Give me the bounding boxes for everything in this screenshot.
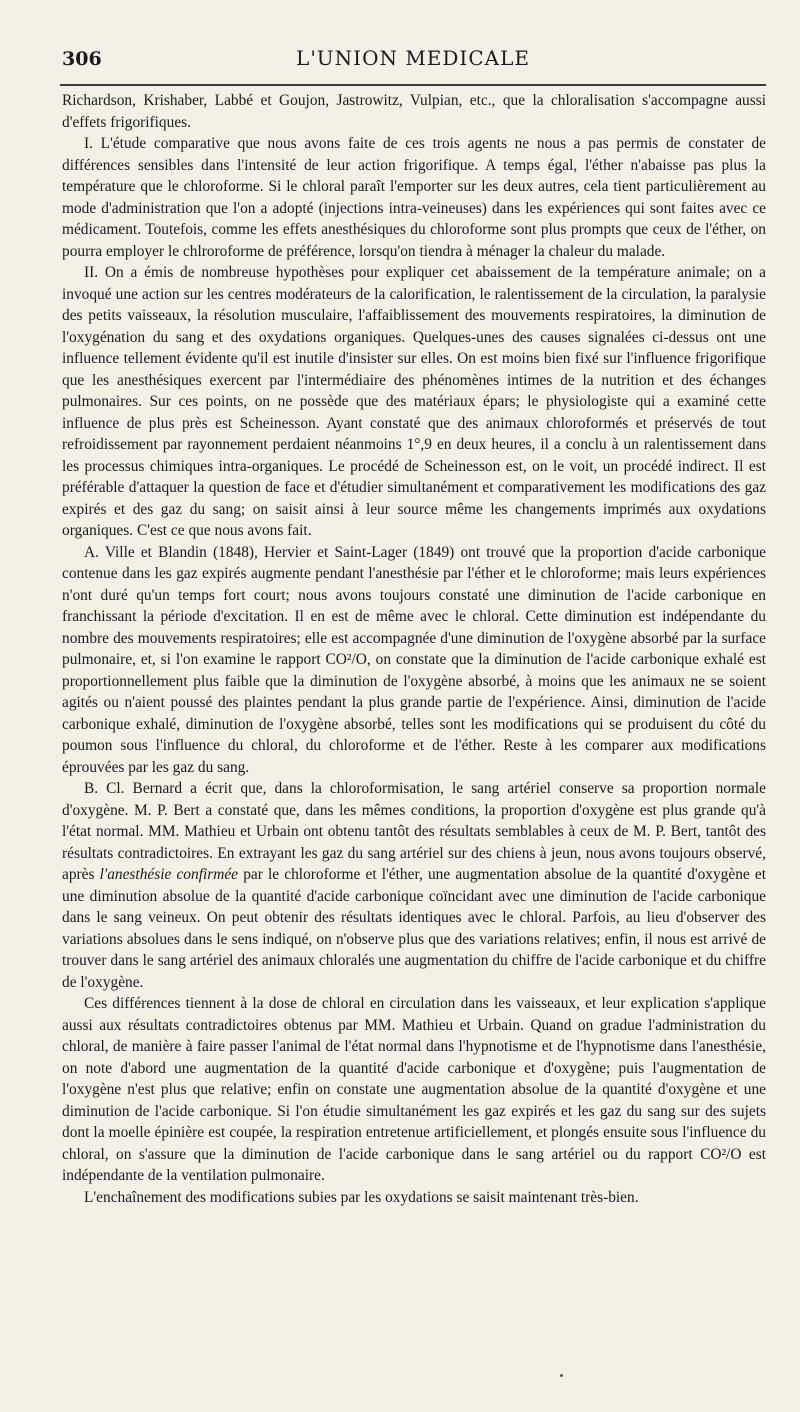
- text-run: Ces différences tiennent à la dose de chloral en circulation dans les vaisseaux, et leur explication s'applique aussi aux résultats contradictoires obtenus par MM. Mathieu et Urbain. Quand on gradue l'administration du chloral, de manière à faire passer l'animal de l'état normal dans l'hypnotisme et de l'hypnotisme dans l'anesthésie, on note d'abord une augmentation de la quantité d'acide carbonique et d'oxygène; puis l'augmentation de l'oxygène n'est plus que relative; enfin on constate une augmentation absolue de la quantité d'oxygène et une diminution de l'acide carbonique. Si l'on étudie simultanément les gaz expirés et les gaz du sang sur des sujets dont la moelle épinière est coupée, la respiration entretenue artificiellement, et plongés ensuite sous l'influence du chloral, on s'assure que la diminution de l'acide carbonique dans le sang artériel ou du rapport CO²/O est indépendante de la ventilation pulmonaire.: [62, 995, 766, 1184]
- paragraph: [62, 262, 766, 542]
- paragraph: [62, 778, 766, 993]
- paragraph: [62, 1187, 766, 1209]
- text-run: A. Ville et Blandin (1848), Hervier et Saint-Lager (1849) ont trouvé que la proportion d'acide carbonique contenue dans les gaz expirés augmente pendant l'anesthésie par l'éther et le chloroforme; mais leurs expériences n'ont duré qu'un temps fort court; nous avons toujours constaté une diminution de l'acide carbonique en franchissant la période d'excitation. Il en est de même avec le chloral. Cette diminution est indépendante du nombre des mouvements respiratoires; elle est accompagnée d'une diminution de l'oxygène absorbé par la surface pulmonaire, et, si l'on examine le rapport CO²/O, on constate que la diminution de l'acide carbonique exhalé est proportionnellement plus faible que la diminution de l'oxygène absorbé, à moins que les animaux ne se soient agités ou n'aient poussé des plaintes pendant la plus grande partie de l'expérience. Ainsi, diminution de l'acide carbonique exhalé, diminution de l'oxygène absorbé, telles sont les modifications qui se produisent du côté du poumon sous l'influence du chloral, du chloroforme et de l'éther. Reste à les comparer aux modifications éprouvées par les gaz du sang.: [62, 543, 766, 776]
- ink-speck: [560, 1374, 563, 1377]
- text-run: L'enchaînement des modifications subies par les oxydations se saisit maintenant très-bien.: [84, 1188, 639, 1206]
- text-run: I. L'étude comparative que nous avons faite de ces trois agents ne nous a pas permis de constater de différences sensibles dans l'intensité de leur action frigorifique. A temps égal, l'éther n'abaisse pas plus la température que le chloroforme. Si le chloral paraît l'emporter sur les deux autres, cela tient particulièrement au mode d'administration que l'on a adopté (injections intra-veineuses) dans les expériences qui sont faites avec ce médicament. Toutefois, comme les effets anesthésiques du chloroforme sont plus prompts que ceux de l'éther, on pourra employer le chlroroforme de préférence, lorsqu'on tiendra à ménager la chaleur du malade.: [62, 135, 766, 260]
- paragraph: [62, 542, 766, 779]
- paragraph: [62, 133, 766, 262]
- italic-phrase: l'anesthésie confirmée: [99, 866, 239, 883]
- text-run: B. Cl. Bernard a écrit que, dans la chloroformisation, le sang artériel conserve sa proportion normale d'oxygène. M. P. Bert a constaté que, dans les mêmes conditions, la proportion d'oxygène est plus grande qu'à l'état normal. MM. Mathieu et Urbain ont obtenu tantôt des résultats semblables à ceux de M. P. Bert, tantôt des résultats contradictoires. En extrayant les gaz du sang artériel sur des chiens à jeun, nous avons toujours observé, après: [62, 780, 766, 883]
- page-header: [62, 44, 764, 76]
- body-text: [62, 90, 766, 1208]
- paragraph: [62, 90, 766, 133]
- running-title: L'UNION MEDICALE: [296, 46, 530, 70]
- page-number: 306: [62, 48, 102, 70]
- paragraph: [62, 993, 766, 1187]
- text-run: par le chloroforme et l'éther, une augmentation absolue de la quantité d'oxygène et une diminution absolue de la quantité d'acide carbonique coïncidant avec une diminution de l'acide carbonique dans le sang veineux. On peut obtenir des résultats identiques avec le chloral. Parfois, au lieu d'observer des variations absolues dans le sens indiqué, on n'observe plus que des variations relatives; enfin, il nous est arrivé de trouver dans le sang artériel des animaux chloralés une augmentation du chiffre de l'acide carbonique et du chiffre de l'oxygène.: [62, 866, 766, 991]
- text-run: II. On a émis de nombreuse hypothèses pour expliquer cet abaissement de la température animale; on a invoqué une action sur les centres modérateurs de la calorification, le ralentissement de la circulation, la paralysie des petits vaisseaux, la résolution musculaire, l'affaiblissement des mouvements respiratoires, la diminution de l'oxygénation du sang et des oxydations organiques. Quelques-unes des causes signalées ci-dessus ont une influence tellement évidente qu'il est inutile d'insister sur elles. On est moins bien fixé sur l'influence frigorifique que les anesthésiques exercent par l'intermédiaire des phénomènes intimes de la nutrition et des échanges pulmonaires. Sur ces points, on ne possède que des matériaux épars; le physiologiste qui a examiné cette influence de plus près est Scheinesson. Ayant constaté que des animaux chloroformés et préservés de tout refroidissement par rayonnement perdaient néanmoins 1°,9 en deux heures, il a conclu à un ralentissement dans les processus chimiques intra-organiques. Le procédé de Scheinesson est, on le voit, un procédé indirect. Il est préférable d'attaquer la question de face et d'étudier simultanément et comparativement les modifications des gaz expirés et des gaz du sang; on saisit ainsi à leur source même les changements imprimés aux oxydations organiques. C'est ce que nous avons fait.: [62, 264, 766, 539]
- header-rule: [60, 84, 766, 86]
- text-run: Richardson, Krishaber, Labbé et Goujon, Jastrowitz, Vulpian, etc., que la chloralisation s'accompagne aussi d'effets frigorifiques.: [62, 92, 766, 131]
